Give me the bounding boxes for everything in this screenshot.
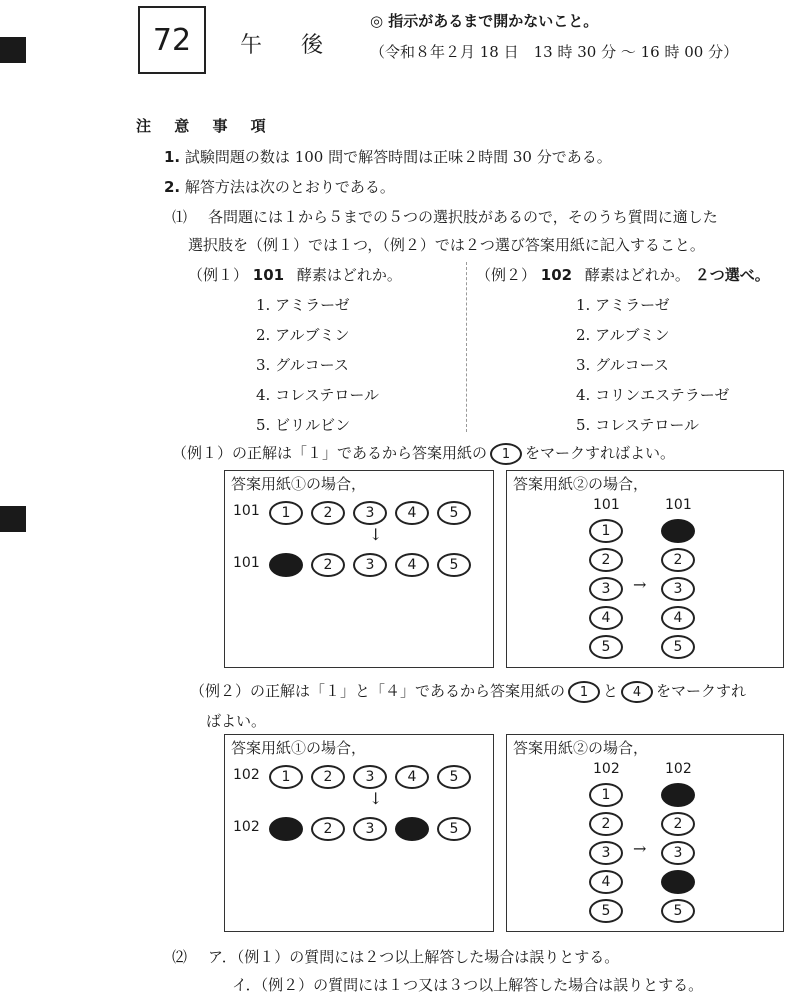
down-arrow: ↓ [369,525,383,544]
example-2-number: 102 [540,266,573,284]
answer-bubble: 5 [437,765,471,789]
answer-option: 5. コレステロール [576,416,700,434]
question-number: 101 [233,503,260,519]
example-2-sheet-case-1 [224,734,494,932]
answer-bubble: 3 [589,841,623,865]
right-arrow: → [633,575,647,594]
answer-bubble: 2 [311,765,345,789]
sheet-case-2-title: 答案用紙②の場合， [513,739,649,757]
example-1-label: （例１） [188,266,249,284]
answer-bubble: 2 [589,812,623,836]
answer-bubble: 2 [311,553,345,577]
do-not-open-notice: ◎ 指示があるまで開かないこと。 [370,12,599,30]
answer-bubble: 3 [353,765,387,789]
answer-bubble: 1 [269,765,303,789]
answer-bubble-filled [661,519,695,543]
example-2-sheet-case-2 [506,734,784,932]
answer-bubble: 1 [589,519,623,543]
answer-note-2-middle: と [603,682,619,700]
answer-bubble: 3 [353,817,387,841]
answer-bubble: 1 [269,501,303,525]
answer-bubble: 4 [589,606,623,630]
answer-note-2-line-2: ばよい。 [206,712,267,730]
example-1-number: 101 [252,266,285,284]
answer-bubble: 5 [661,635,695,659]
question-number: 102 [233,767,260,783]
example-1-question [188,264,402,285]
sheet-case-2-title: 答案用紙②の場合， [513,475,649,493]
right-arrow: → [633,839,647,858]
sub-item-2-line-b: イ．（例２）の質問には１つ又は３つ以上解答した場合は誤りとする。 [232,976,704,994]
question-number: 101 [233,555,260,571]
sheet-case-1-title: 答案用紙①の場合， [231,739,367,757]
answer-bubble: 4 [395,765,429,789]
answer-bubble-filled [661,783,695,807]
answer-bubble: 2 [661,548,695,572]
sub-item-1-mark: ⑴ [172,208,188,226]
answer-option: 3. グルコース [576,356,669,374]
answer-note-2-before: （例２）の正解は「１」と「４」であるから答案用紙の [190,682,566,700]
answer-bubble: 4 [589,870,623,894]
example-2-label: （例２） [476,266,537,284]
answer-bubble: 3 [661,841,695,865]
sheet-case-1-title: 答案用紙①の場合， [231,475,367,493]
answer-bubble-inline: 1 [490,443,522,465]
note-item-2-number: 2. [164,178,181,196]
answer-bubble-filled [395,817,429,841]
answer-bubble: 4 [661,606,695,630]
question-number: 101 [593,497,620,513]
sub-item-2-mark: ⑵ [172,948,188,966]
notes-heading: 注 意 事 項 [136,117,275,135]
note-item-1 [164,146,612,167]
answer-bubble: 5 [589,635,623,659]
answer-note-1 [172,442,675,465]
answer-note-2-after: をマークすれ [656,682,747,700]
note-item-2-text: 解答方法は次のとおりである。 [184,178,395,196]
answer-note-1-after: をマークすればよい。 [525,444,676,462]
answer-bubble: 3 [353,501,387,525]
registration-mark-middle [0,506,26,532]
answer-bubble: 4 [395,553,429,577]
question-number: 102 [233,819,260,835]
answer-bubble: 3 [589,577,623,601]
example-1-sheet-case-1 [224,470,494,668]
question-number: 101 [665,497,692,513]
answer-bubble: 3 [353,553,387,577]
question-number: 102 [665,761,692,777]
answer-option: 5. ビリルビン [256,416,351,434]
note-item-1-text: 試験問題の数は 100 問で解答時間は正味２時間 30 分である。 [184,148,612,166]
answer-bubble: 4 [395,501,429,525]
note-item-1-number: 1. [164,148,181,166]
answer-bubble: 5 [589,899,623,923]
example-2-question-instruction: ２つ選べ。 [694,266,770,284]
answer-option: 1. アミラーゼ [576,296,670,314]
answer-bubble-filled [269,553,303,577]
sub-item-1-line-2: 選択肢を（例１）では１つ，（例２）では２つ選び答案用紙に記入すること。 [188,236,705,254]
exam-number-box [138,6,206,74]
session-label: 午 後 [240,33,339,58]
answer-bubble: 5 [437,501,471,525]
answer-bubble: 5 [437,553,471,577]
example-2-question [476,264,770,285]
answer-bubble-filled [661,870,695,894]
sub-item-2-line-a: ア．（例１）の質問には２つ以上解答した場合は誤りとする。 [208,948,620,966]
question-number: 102 [593,761,620,777]
answer-bubble: 1 [589,783,623,807]
answer-note-1-before: （例１）の正解は「１」であるから答案用紙の [172,444,488,462]
answer-option: 4. コレステロール [256,386,380,404]
answer-bubble-inline-a: 1 [568,681,600,703]
example-1-sheet-case-2 [506,470,784,668]
sub-item-1-line-1: 各問題には１から５までの５つの選択肢があるので，そのうち質問に適した [208,208,718,226]
down-arrow: ↓ [369,789,383,808]
answer-option: 4. コリンエステラーゼ [576,386,730,404]
exam-schedule: （令和８年２月 18 日 13 時 30 分 ～ 16 時 00 分） [370,43,739,61]
answer-bubble: 2 [589,548,623,572]
answer-bubble: 3 [661,577,695,601]
note-item-2 [164,176,395,197]
example-1-question-text: 酵素はどれか。 [296,266,402,284]
example-2-question-text: 酵素はどれか。 [584,266,690,284]
answer-option: 3. グルコース [256,356,349,374]
answer-bubble: 2 [311,817,345,841]
answer-note-2 [190,680,746,703]
exam-number: 72 [152,22,192,58]
answer-bubble: 2 [661,812,695,836]
answer-bubble: 5 [437,817,471,841]
answer-bubble-filled [269,817,303,841]
answer-option: 2. アルブミン [576,326,670,344]
answer-bubble: 2 [311,501,345,525]
answer-option: 2. アルブミン [256,326,350,344]
registration-mark-top [0,37,26,63]
answer-option: 1. アミラーゼ [256,296,350,314]
answer-bubble-inline-b: 4 [621,681,653,703]
example-divider [466,262,467,432]
answer-bubble: 5 [661,899,695,923]
